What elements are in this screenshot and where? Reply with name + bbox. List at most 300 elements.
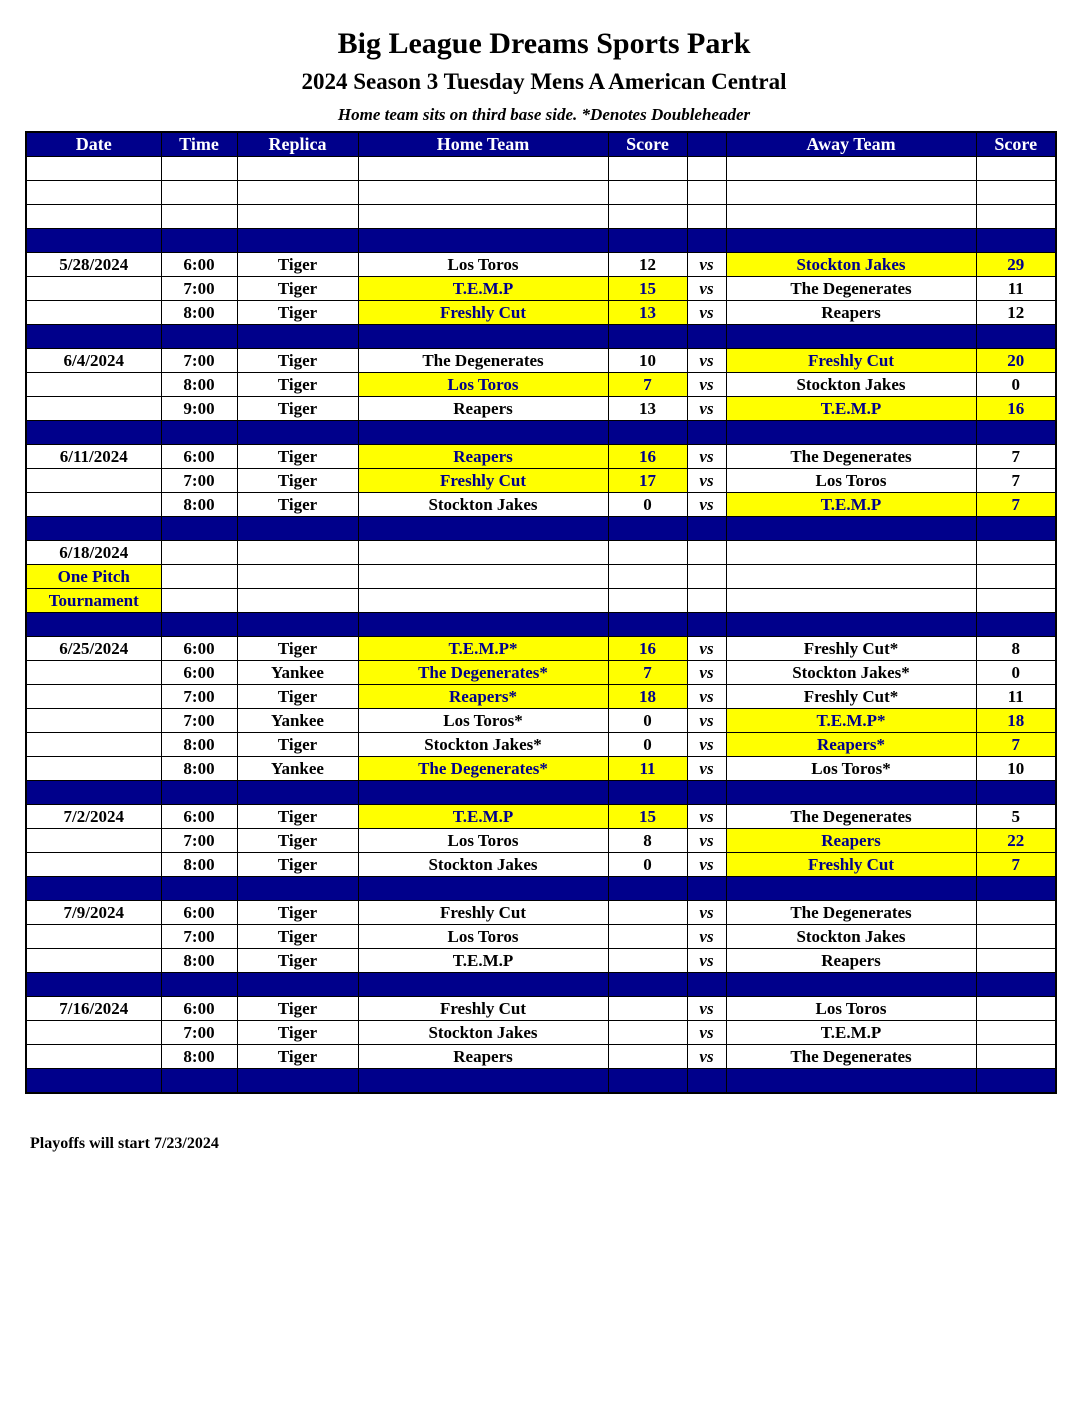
cell-vs: vs bbox=[687, 1045, 726, 1069]
cell-date: One Pitch bbox=[26, 565, 161, 589]
cell-date: 6/11/2024 bbox=[26, 445, 161, 469]
cell-time: 8:00 bbox=[161, 1045, 237, 1069]
cell-date bbox=[26, 277, 161, 301]
cell-away-team: T.E.M.P bbox=[726, 493, 976, 517]
cell-home-score: 18 bbox=[608, 685, 687, 709]
cell-home-score: 11 bbox=[608, 757, 687, 781]
separator-cell bbox=[161, 229, 237, 253]
cell-away-team: Reapers bbox=[726, 301, 976, 325]
cell-home-score: 7 bbox=[608, 373, 687, 397]
blank-cell bbox=[26, 181, 161, 205]
cell-time: 6:00 bbox=[161, 997, 237, 1021]
cell-away-score: 5 bbox=[976, 805, 1056, 829]
cell-vs: vs bbox=[687, 637, 726, 661]
cell-vs: vs bbox=[687, 853, 726, 877]
blank-cell bbox=[237, 565, 358, 589]
cell-replica: Tiger bbox=[237, 805, 358, 829]
separator-cell bbox=[608, 517, 687, 541]
game-row bbox=[26, 637, 1056, 661]
cell-replica: Tiger bbox=[237, 373, 358, 397]
cell-home-team: T.E.M.P bbox=[358, 949, 608, 973]
cell-away-score: 22 bbox=[976, 829, 1056, 853]
blank-cell bbox=[976, 205, 1056, 229]
separator-cell bbox=[237, 877, 358, 901]
cell-time: 9:00 bbox=[161, 397, 237, 421]
separator-row bbox=[26, 877, 1056, 901]
separator-cell bbox=[237, 229, 358, 253]
cell-away-team: Freshly Cut bbox=[726, 853, 976, 877]
cell-away-team: Stockton Jakes bbox=[726, 253, 976, 277]
cell-vs: vs bbox=[687, 709, 726, 733]
cell-home-score: 12 bbox=[608, 253, 687, 277]
blank-cell bbox=[358, 181, 608, 205]
cell-away-score: 8 bbox=[976, 637, 1056, 661]
blank-cell bbox=[237, 157, 358, 181]
cell-vs: vs bbox=[687, 757, 726, 781]
cell-away-team: T.E.M.P bbox=[726, 397, 976, 421]
cell-away-team: Los Toros bbox=[726, 469, 976, 493]
cell-time: 6:00 bbox=[161, 805, 237, 829]
header-away-score: Score bbox=[976, 132, 1056, 157]
cell-replica: Tiger bbox=[237, 445, 358, 469]
cell-away-score: 11 bbox=[976, 685, 1056, 709]
cell-home-score: 16 bbox=[608, 637, 687, 661]
blank-cell bbox=[726, 205, 976, 229]
cell-home-team: T.E.M.P bbox=[358, 805, 608, 829]
blank-cell bbox=[237, 589, 358, 613]
game-row bbox=[26, 277, 1056, 301]
game-row bbox=[26, 949, 1056, 973]
separator-cell bbox=[687, 325, 726, 349]
separator-cell bbox=[976, 1069, 1056, 1094]
cell-away-score: 7 bbox=[976, 469, 1056, 493]
cell-home-score: 10 bbox=[608, 349, 687, 373]
separator-cell bbox=[687, 973, 726, 997]
cell-time: 7:00 bbox=[161, 925, 237, 949]
cell-replica: Tiger bbox=[237, 829, 358, 853]
cell-time: 7:00 bbox=[161, 829, 237, 853]
separator-cell bbox=[358, 613, 608, 637]
cell-date: 5/28/2024 bbox=[26, 253, 161, 277]
blank-cell bbox=[976, 589, 1056, 613]
cell-home-team: Stockton Jakes bbox=[358, 1021, 608, 1045]
separator-cell bbox=[687, 877, 726, 901]
cell-date bbox=[26, 1021, 161, 1045]
blank-cell bbox=[161, 589, 237, 613]
header-home-score: Score bbox=[608, 132, 687, 157]
game-row bbox=[26, 373, 1056, 397]
separator-cell bbox=[161, 421, 237, 445]
cell-away-score: 0 bbox=[976, 661, 1056, 685]
cell-home-team: Reapers bbox=[358, 397, 608, 421]
separator-cell bbox=[687, 517, 726, 541]
cell-away-score bbox=[976, 925, 1056, 949]
cell-away-score: 20 bbox=[976, 349, 1056, 373]
cell-home-team: Stockton Jakes bbox=[358, 853, 608, 877]
separator-cell bbox=[608, 421, 687, 445]
cell-vs: vs bbox=[687, 805, 726, 829]
blank-cell bbox=[608, 589, 687, 613]
separator-cell bbox=[26, 1069, 161, 1094]
cell-away-team: T.E.M.P bbox=[726, 1021, 976, 1045]
blank-cell bbox=[726, 565, 976, 589]
header-time: Time bbox=[161, 132, 237, 157]
cell-date bbox=[26, 925, 161, 949]
cell-home-team: Reapers bbox=[358, 1045, 608, 1069]
separator-cell bbox=[161, 613, 237, 637]
separator-cell bbox=[687, 781, 726, 805]
cell-replica: Tiger bbox=[237, 301, 358, 325]
cell-home-score: 8 bbox=[608, 829, 687, 853]
game-row bbox=[26, 997, 1056, 1021]
blank-cell bbox=[976, 181, 1056, 205]
blank-cell bbox=[161, 565, 237, 589]
cell-replica: Tiger bbox=[237, 1021, 358, 1045]
separator-cell bbox=[237, 613, 358, 637]
separator-cell bbox=[608, 973, 687, 997]
separator-cell bbox=[358, 421, 608, 445]
game-row bbox=[26, 445, 1056, 469]
cell-home-team: The Degenerates* bbox=[358, 757, 608, 781]
cell-home-score: 13 bbox=[608, 397, 687, 421]
cell-vs: vs bbox=[687, 733, 726, 757]
cell-replica: Tiger bbox=[237, 949, 358, 973]
cell-away-score: 7 bbox=[976, 445, 1056, 469]
blank-row bbox=[26, 157, 1056, 181]
cell-date: 6/4/2024 bbox=[26, 349, 161, 373]
separator-row bbox=[26, 421, 1056, 445]
separator-cell bbox=[237, 517, 358, 541]
cell-home-score: 0 bbox=[608, 853, 687, 877]
cell-away-score: 7 bbox=[976, 853, 1056, 877]
cell-replica: Tiger bbox=[237, 469, 358, 493]
cell-replica: Yankee bbox=[237, 709, 358, 733]
cell-replica: Tiger bbox=[237, 901, 358, 925]
cell-home-team: Los Toros* bbox=[358, 709, 608, 733]
separator-cell bbox=[687, 1069, 726, 1094]
cell-date bbox=[26, 397, 161, 421]
cell-replica: Tiger bbox=[237, 1045, 358, 1069]
blank-cell bbox=[608, 205, 687, 229]
cell-vs: vs bbox=[687, 349, 726, 373]
cell-home-score: 0 bbox=[608, 493, 687, 517]
cell-replica: Tiger bbox=[237, 397, 358, 421]
separator-cell bbox=[237, 1069, 358, 1094]
cell-home-score: 17 bbox=[608, 469, 687, 493]
cell-replica: Tiger bbox=[237, 733, 358, 757]
cell-home-team: Freshly Cut bbox=[358, 901, 608, 925]
cell-home-team: Reapers bbox=[358, 445, 608, 469]
cell-away-team: Freshly Cut* bbox=[726, 637, 976, 661]
cell-home-team: Stockton Jakes* bbox=[358, 733, 608, 757]
separator-cell bbox=[237, 781, 358, 805]
cell-away-team: Reapers* bbox=[726, 733, 976, 757]
game-row bbox=[26, 397, 1056, 421]
separator-cell bbox=[26, 325, 161, 349]
header-note: Home team sits on third base side. *Denotes Doubleheader bbox=[337, 105, 751, 124]
header-vs bbox=[687, 132, 726, 157]
cell-away-team: Los Toros* bbox=[726, 757, 976, 781]
separator-cell bbox=[608, 877, 687, 901]
cell-home-team: Freshly Cut bbox=[358, 997, 608, 1021]
game-row bbox=[26, 1045, 1056, 1069]
separator-cell bbox=[161, 517, 237, 541]
blank-cell bbox=[161, 541, 237, 565]
blank-cell bbox=[26, 205, 161, 229]
cell-replica: Tiger bbox=[237, 277, 358, 301]
cell-time: 7:00 bbox=[161, 349, 237, 373]
blank-cell bbox=[687, 589, 726, 613]
blank-cell bbox=[358, 205, 608, 229]
separator-row bbox=[26, 229, 1056, 253]
cell-vs: vs bbox=[687, 493, 726, 517]
blank-cell bbox=[726, 157, 976, 181]
game-row bbox=[26, 349, 1056, 373]
separator-cell bbox=[726, 613, 976, 637]
separator-cell bbox=[726, 1069, 976, 1094]
cell-date bbox=[26, 829, 161, 853]
footer-note: Playoffs will start 7/23/2024 bbox=[30, 1135, 219, 1152]
cell-away-team: The Degenerates bbox=[726, 901, 976, 925]
cell-home-team: Freshly Cut bbox=[358, 301, 608, 325]
blank-cell bbox=[358, 589, 608, 613]
separator-row bbox=[26, 517, 1056, 541]
separator-cell bbox=[726, 517, 976, 541]
blank-cell bbox=[726, 589, 976, 613]
cell-vs: vs bbox=[687, 1021, 726, 1045]
blank-cell bbox=[358, 565, 608, 589]
separator-cell bbox=[358, 1069, 608, 1094]
game-row bbox=[26, 301, 1056, 325]
separator-cell bbox=[726, 781, 976, 805]
cell-home-team: Los Toros bbox=[358, 373, 608, 397]
cell-time: 8:00 bbox=[161, 949, 237, 973]
cell-away-score: 29 bbox=[976, 253, 1056, 277]
game-row bbox=[26, 829, 1056, 853]
cell-date bbox=[26, 709, 161, 733]
cell-home-score bbox=[608, 949, 687, 973]
separator-cell bbox=[161, 781, 237, 805]
cell-away-score: 12 bbox=[976, 301, 1056, 325]
blank-cell bbox=[161, 181, 237, 205]
cell-away-team: Freshly Cut* bbox=[726, 685, 976, 709]
blank-row bbox=[26, 181, 1056, 205]
cell-date: 7/16/2024 bbox=[26, 997, 161, 1021]
cell-vs: vs bbox=[687, 661, 726, 685]
note-row bbox=[26, 589, 1056, 613]
blank-cell bbox=[687, 205, 726, 229]
cell-home-team: Los Toros bbox=[358, 925, 608, 949]
blank-cell bbox=[237, 541, 358, 565]
cell-home-score bbox=[608, 901, 687, 925]
cell-away-team: Stockton Jakes bbox=[726, 925, 976, 949]
separator-cell bbox=[161, 877, 237, 901]
cell-away-team: Freshly Cut bbox=[726, 349, 976, 373]
separator-cell bbox=[237, 973, 358, 997]
blank-cell bbox=[358, 541, 608, 565]
game-row bbox=[26, 733, 1056, 757]
separator-cell bbox=[976, 517, 1056, 541]
cell-vs: vs bbox=[687, 277, 726, 301]
cell-home-team: Los Toros bbox=[358, 253, 608, 277]
separator-cell bbox=[358, 517, 608, 541]
separator-row bbox=[26, 1069, 1056, 1094]
cell-replica: Yankee bbox=[237, 661, 358, 685]
page-title: Big League Dreams Sports Park bbox=[337, 27, 751, 60]
separator-row bbox=[26, 613, 1056, 637]
separator-cell bbox=[687, 613, 726, 637]
cell-away-team: The Degenerates bbox=[726, 805, 976, 829]
separator-cell bbox=[976, 325, 1056, 349]
separator-cell bbox=[26, 973, 161, 997]
cell-time: 6:00 bbox=[161, 901, 237, 925]
cell-date: Tournament bbox=[26, 589, 161, 613]
cell-vs: vs bbox=[687, 901, 726, 925]
cell-away-team: Reapers bbox=[726, 829, 976, 853]
blank-cell bbox=[608, 565, 687, 589]
cell-home-score: 15 bbox=[608, 277, 687, 301]
cell-away-score: 11 bbox=[976, 277, 1056, 301]
schedule-table bbox=[25, 131, 1057, 1094]
blank-cell bbox=[358, 157, 608, 181]
separator-row bbox=[26, 325, 1056, 349]
separator-cell bbox=[608, 613, 687, 637]
blank-cell bbox=[161, 157, 237, 181]
cell-home-score bbox=[608, 1021, 687, 1045]
cell-date bbox=[26, 853, 161, 877]
separator-cell bbox=[687, 421, 726, 445]
game-row bbox=[26, 253, 1056, 277]
separator-cell bbox=[726, 877, 976, 901]
separator-cell bbox=[26, 613, 161, 637]
blank-cell bbox=[237, 181, 358, 205]
game-row bbox=[26, 661, 1056, 685]
header-row bbox=[26, 132, 1056, 157]
cell-away-score bbox=[976, 997, 1056, 1021]
blank-cell bbox=[161, 205, 237, 229]
separator-cell bbox=[358, 229, 608, 253]
cell-date bbox=[26, 301, 161, 325]
separator-cell bbox=[976, 877, 1056, 901]
separator-cell bbox=[687, 229, 726, 253]
cell-vs: vs bbox=[687, 685, 726, 709]
cell-home-score: 16 bbox=[608, 445, 687, 469]
separator-cell bbox=[26, 781, 161, 805]
cell-home-score: 15 bbox=[608, 805, 687, 829]
cell-date bbox=[26, 757, 161, 781]
cell-date: 7/9/2024 bbox=[26, 901, 161, 925]
cell-vs: vs bbox=[687, 445, 726, 469]
blank-cell bbox=[687, 541, 726, 565]
cell-vs: vs bbox=[687, 253, 726, 277]
cell-home-score bbox=[608, 997, 687, 1021]
blank-cell bbox=[687, 565, 726, 589]
cell-vs: vs bbox=[687, 397, 726, 421]
cell-vs: vs bbox=[687, 829, 726, 853]
cell-replica: Tiger bbox=[237, 685, 358, 709]
game-row bbox=[26, 709, 1056, 733]
game-row bbox=[26, 1021, 1056, 1045]
cell-away-score: 7 bbox=[976, 493, 1056, 517]
header-home-team: Home Team bbox=[358, 132, 608, 157]
blank-cell bbox=[237, 205, 358, 229]
blank-cell bbox=[976, 541, 1056, 565]
cell-time: 8:00 bbox=[161, 373, 237, 397]
cell-away-score: 0 bbox=[976, 373, 1056, 397]
blank-cell bbox=[687, 157, 726, 181]
separator-cell bbox=[237, 421, 358, 445]
separator-cell bbox=[26, 517, 161, 541]
cell-replica: Tiger bbox=[237, 349, 358, 373]
cell-time: 7:00 bbox=[161, 685, 237, 709]
header-away-team: Away Team bbox=[726, 132, 976, 157]
game-row bbox=[26, 493, 1056, 517]
cell-home-team: Los Toros bbox=[358, 829, 608, 853]
cell-home-team: Stockton Jakes bbox=[358, 493, 608, 517]
game-row bbox=[26, 805, 1056, 829]
game-row bbox=[26, 469, 1056, 493]
separator-cell bbox=[608, 229, 687, 253]
cell-home-team: Reapers* bbox=[358, 685, 608, 709]
cell-replica: Tiger bbox=[237, 637, 358, 661]
separator-cell bbox=[161, 973, 237, 997]
cell-away-score bbox=[976, 949, 1056, 973]
cell-away-score bbox=[976, 1045, 1056, 1069]
separator-cell bbox=[26, 421, 161, 445]
cell-date bbox=[26, 949, 161, 973]
cell-date: 6/25/2024 bbox=[26, 637, 161, 661]
game-row bbox=[26, 685, 1056, 709]
cell-away-score bbox=[976, 901, 1056, 925]
cell-away-score: 7 bbox=[976, 733, 1056, 757]
cell-home-team: The Degenerates* bbox=[358, 661, 608, 685]
separator-cell bbox=[358, 325, 608, 349]
cell-home-score: 0 bbox=[608, 733, 687, 757]
cell-time: 8:00 bbox=[161, 301, 237, 325]
schedule-body bbox=[26, 157, 1056, 1094]
cell-home-team: Freshly Cut bbox=[358, 469, 608, 493]
cell-home-score bbox=[608, 1045, 687, 1069]
separator-cell bbox=[26, 877, 161, 901]
separator-cell bbox=[608, 781, 687, 805]
separator-cell bbox=[726, 973, 976, 997]
cell-vs: vs bbox=[687, 469, 726, 493]
separator-cell bbox=[161, 325, 237, 349]
cell-replica: Tiger bbox=[237, 493, 358, 517]
cell-time: 7:00 bbox=[161, 277, 237, 301]
separator-cell bbox=[237, 325, 358, 349]
cell-away-team: Stockton Jakes* bbox=[726, 661, 976, 685]
cell-home-team: T.E.M.P* bbox=[358, 637, 608, 661]
blank-cell bbox=[608, 181, 687, 205]
cell-away-score: 16 bbox=[976, 397, 1056, 421]
note-row bbox=[26, 541, 1056, 565]
cell-away-score: 18 bbox=[976, 709, 1056, 733]
cell-date bbox=[26, 469, 161, 493]
cell-vs: vs bbox=[687, 925, 726, 949]
cell-away-team: Los Toros bbox=[726, 997, 976, 1021]
separator-cell bbox=[358, 973, 608, 997]
cell-away-score bbox=[976, 1021, 1056, 1045]
blank-cell bbox=[608, 157, 687, 181]
cell-away-team: Stockton Jakes bbox=[726, 373, 976, 397]
blank-cell bbox=[687, 181, 726, 205]
cell-home-score bbox=[608, 925, 687, 949]
cell-time: 8:00 bbox=[161, 853, 237, 877]
separator-cell bbox=[726, 325, 976, 349]
separator-cell bbox=[358, 877, 608, 901]
page-subtitle: 2024 Season 3 Tuesday Mens A American Central bbox=[301, 69, 787, 94]
